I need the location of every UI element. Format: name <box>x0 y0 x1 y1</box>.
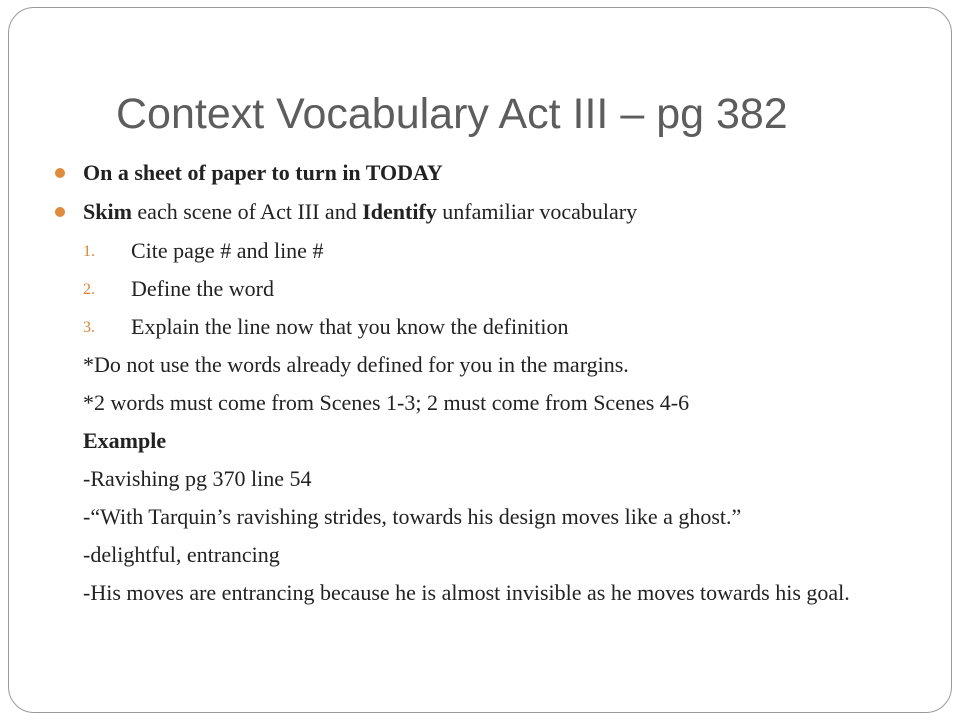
list-number: 3. <box>83 319 95 336</box>
bullet-text: On a sheet of paper to turn in TODAY <box>83 160 443 185</box>
bullet-bold-identify: Identify <box>362 199 437 224</box>
list-item <box>55 272 935 310</box>
bullet-dot-icon <box>55 168 65 178</box>
list-item <box>55 310 935 348</box>
slide-content <box>55 156 935 607</box>
list-number: 2. <box>83 281 95 298</box>
note-defined-words: *Do not use the words already defined for you in the margins. <box>83 352 629 377</box>
bullet-text: unfamiliar vocabulary <box>436 199 638 224</box>
note-scene-split: *2 words must come from Scenes 1-3; 2 must come from Scenes 4-6 <box>83 390 690 415</box>
example-line: -“With Tarquin’s ravishing strides, towards his design moves like a ghost.” <box>83 504 742 529</box>
bullet-dot-icon <box>55 207 65 217</box>
list-number: 1. <box>83 243 95 260</box>
list-text: Define the word <box>131 276 274 301</box>
example-line: -Ravishing pg 370 line 54 <box>83 466 312 491</box>
list-text: Cite page # and line # <box>131 238 324 263</box>
list-item <box>55 234 935 272</box>
example-line: -His moves are entrancing because he is almost invisible as he moves towards his goal. <box>83 580 850 605</box>
slide-title: Context Vocabulary Act III – pg 382 <box>116 90 788 138</box>
example-line: -delightful, entrancing <box>83 542 280 567</box>
list-text: Explain the line now that you know the definition <box>131 314 569 339</box>
bullet-skim-identify <box>55 195 935 234</box>
bullet-turn-in-today <box>55 156 935 195</box>
bullet-text: each scene of Act III and <box>131 199 363 224</box>
example-heading: Example <box>83 428 167 453</box>
bullet-bold-skim: Skim <box>83 199 132 224</box>
